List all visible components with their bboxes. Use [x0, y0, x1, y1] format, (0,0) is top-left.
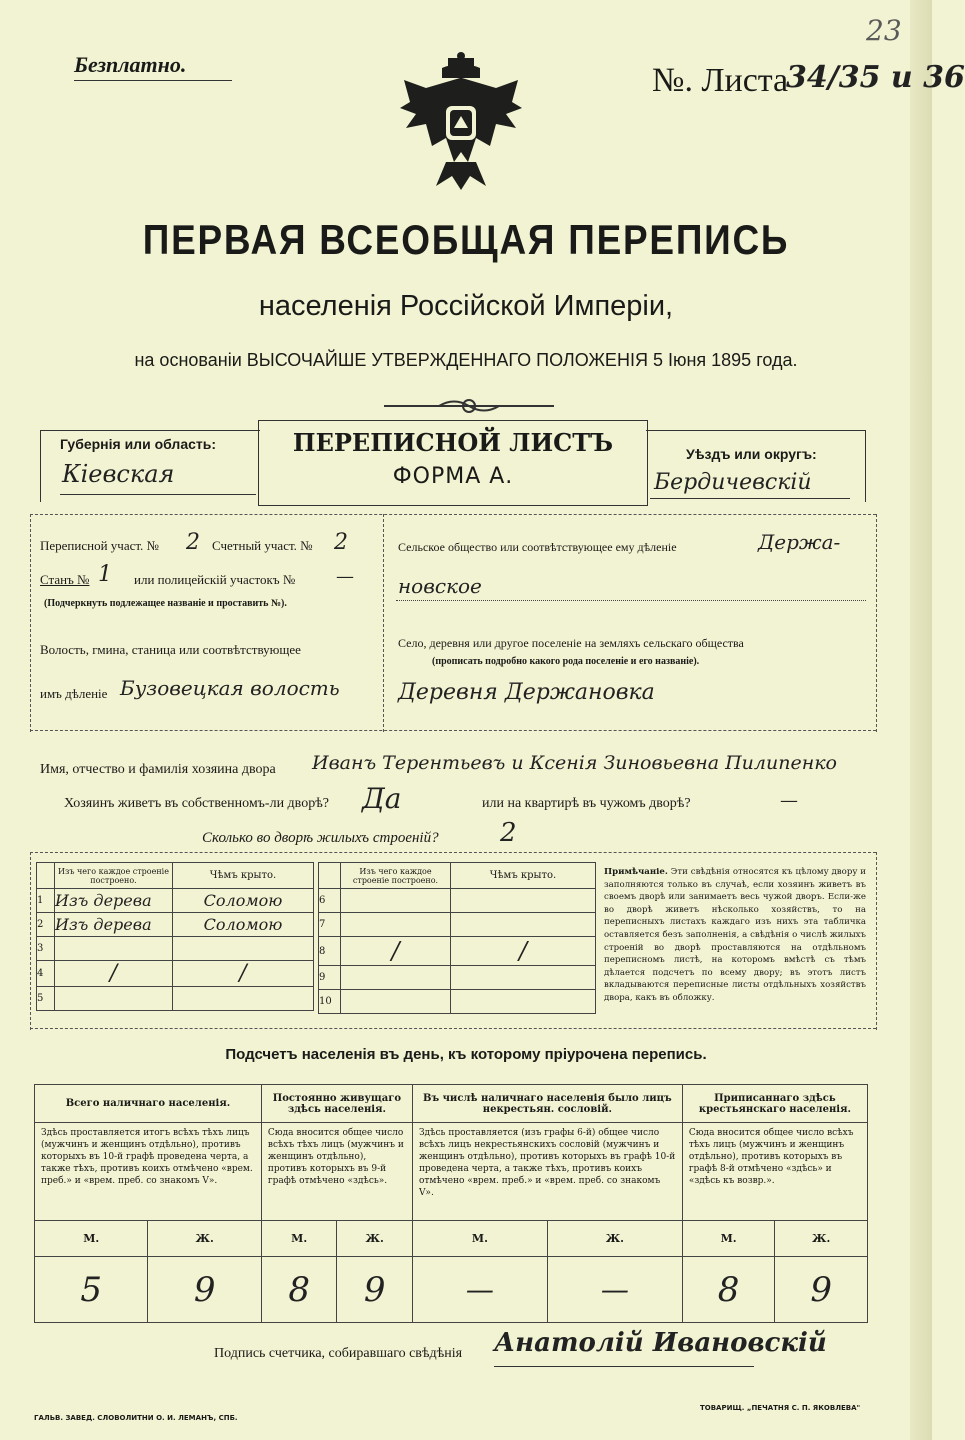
buildings-top-border — [30, 852, 876, 853]
free-underline — [74, 80, 232, 81]
m-label: М. — [261, 1221, 337, 1257]
buildings-bottom-border — [30, 1028, 876, 1029]
signature-underline — [494, 1366, 754, 1367]
section-left-border — [30, 514, 31, 732]
material-cell — [341, 990, 451, 1014]
material-cell — [341, 966, 451, 990]
selo-label: Село, деревня или другое поселеніе на земляхъ сельскаго общества — [398, 636, 744, 650]
basis-line: на основаніи ВЫСОЧАЙШЕ УТВЕРЖДЕННАГО ПОЛОЖЕНІЯ 5 Іюня 1895 года. — [134, 350, 798, 370]
perepis-uchast-value: 2 — [186, 530, 200, 555]
double-headed-eagle-icon — [396, 52, 526, 192]
uezd-label: Уѣздъ или округъ: — [686, 446, 817, 462]
section-mid-border — [383, 514, 384, 732]
count-value-f-1: 9 — [148, 1257, 261, 1323]
sheet-number-label: №. Листа — [652, 62, 789, 99]
note-text: Эти свѣдѣнія относятся къ цѣлому двору и заполняются только въ случаѣ, если хозяинъ живетъ въ своемъ дворѣ или занимаетъ весь чужой дворъ. Если-же во дворѣ живетъ нѣсколько хозяйствъ, то на переписныхъ листахъ каждаго изъ нихъ эта табличка оставляется безъ заполненія, а свѣдѣнія о числѣ жилыхъ строеній во дворѣ проставляются на отдѣльномъ переписномъ листѣ, на которомъ вмѣстѣ съ тѣмъ дѣлается подсчетъ по всему двору; въ этотъ листъ вкладываются переписные листы отдѣльныхъ хозяйствъ двора, какъ въ обложку. — [604, 867, 867, 1003]
free-label: Безплатно. — [74, 52, 187, 77]
stan-note: (Подчеркнуть подлежащее названіе и проставить №). — [44, 598, 287, 609]
roof-cell: Соломою — [173, 913, 314, 937]
volost-label-1: Волость, гмина, станица или соотвѣтствующее — [40, 642, 301, 657]
selo-value: Деревня Держановка — [398, 680, 655, 705]
perepis-uchast-label: Переписной участ. № — [40, 538, 159, 553]
row-number: 2 — [37, 913, 55, 937]
roof-cell — [451, 990, 596, 1014]
volost-value: Бузовецкая волость — [120, 676, 340, 700]
form-title: ПЕРЕПИСНОЙ ЛИСТЪ — [292, 428, 614, 457]
col-roof-header: Чѣмъ крыто. — [173, 863, 314, 889]
count-col-title-4: Приписаннаго здѣсь крестьянскаго населенія. — [682, 1085, 867, 1123]
page-edge — [910, 0, 932, 1440]
police-value: — — [336, 566, 354, 587]
count-col-desc-1: Здѣсь проставляется итогъ всѣхъ тѣхъ лицъ (мужчинъ и женщинъ отдѣльно), противъ которыхъ въ 10-й графѣ проведена черта, а также тѣхъ, противъ коихъ отмѣчено «врем. преб.» и «врем. преб. со знакомъ V». — [35, 1123, 262, 1221]
col-roof-header: Чѣмъ крыто. — [451, 863, 596, 889]
material-cell — [55, 987, 173, 1011]
sub-title: населенія Россійской Имперіи, — [258, 290, 674, 322]
material-cell: / — [55, 961, 173, 987]
buildings-table-left — [36, 862, 314, 1011]
owner-name-value: Иванъ Терентьевъ и Ксенія Зиновьевна Пилипенко — [312, 752, 837, 774]
selsk-value-2: новское — [398, 574, 482, 598]
police-label: или полицейскій участокъ № — [134, 572, 296, 587]
roof-cell: / — [451, 937, 596, 966]
stan-value: 1 — [98, 562, 112, 587]
count-heading: Подсчетъ населенія въ день, къ которому пріурочена перепись. — [225, 1046, 707, 1063]
roof-cell — [173, 987, 314, 1011]
footer-right: ТОВАРИЩ. „ПЕЧАТНЯ С. П. ЯКОВЛЕВА" — [700, 1404, 861, 1412]
gubernia-underline — [60, 494, 256, 495]
col-material-header: Изъ чего каждое строеніе построено. — [341, 863, 451, 889]
buildings-value: 2 — [500, 818, 517, 848]
buildings-left-border — [30, 852, 31, 1030]
row-number: 10 — [319, 990, 341, 1014]
count-col-title-3: Въ числѣ наличнаго населенія было лицъ некрестьян. сословій. — [412, 1085, 682, 1123]
footer-left: ГАЛЬВ. ЗАВЕД. СЛОВОЛИТНИ О. И. ЛЕМАНЪ, СПБ. — [34, 1414, 238, 1422]
section-bottom-border — [30, 730, 876, 731]
m-label: М. — [35, 1221, 148, 1257]
roof-cell — [173, 937, 314, 961]
owner-rent-value: — — [780, 790, 798, 811]
count-value-f-2: 9 — [337, 1257, 413, 1323]
section-right-border — [876, 514, 877, 732]
m-label: М. — [412, 1221, 547, 1257]
material-cell: Изъ дерева — [55, 913, 173, 937]
main-title: ПЕРВАЯ ВСЕОБЩАЯ ПЕРЕПИСЬ — [142, 216, 790, 263]
row-number: 1 — [37, 889, 55, 913]
f-label: Ж. — [148, 1221, 261, 1257]
m-label: М. — [682, 1221, 775, 1257]
signature-value: Анатолій Ивановскій — [494, 1328, 827, 1358]
count-col-desc-3: Здѣсь проставляется (изъ графы 6-й) общее число всѣхъ лицъ некрестьянскихъ сословій (мужчинъ и женщинъ отдѣльно), противъ которыхъ въ графѣ 10-й проведена черта, а также тѣхъ, противъ коихъ отмѣчено «врем. преб.» и «врем. преб. со знакомъ V». — [412, 1123, 682, 1221]
row-number: 6 — [319, 889, 341, 913]
row-number: 5 — [37, 987, 55, 1011]
f-label: Ж. — [775, 1221, 868, 1257]
selsk-underline — [396, 600, 866, 601]
f-label: Ж. — [547, 1221, 682, 1257]
count-table — [34, 1084, 868, 1323]
gubernia-value: Кіевская — [62, 460, 175, 488]
owner-rent-label: или на квартирѣ въ чужомъ дворѣ? — [482, 796, 691, 811]
owner-lives-value: Да — [362, 782, 402, 815]
sheet-number-value: 34/35 и 36 — [786, 60, 965, 95]
schet-uchast-value: 2 — [334, 530, 348, 555]
corner-number: 23 — [866, 14, 902, 47]
volost-label-2: имъ дѣленіе — [40, 686, 108, 701]
row-number: 3 — [37, 937, 55, 961]
f-label: Ж. — [337, 1221, 413, 1257]
buildings-table-right — [318, 862, 596, 1014]
material-cell: / — [341, 937, 451, 966]
count-col-desc-2: Сюда вносится общее число всѣхъ тѣхъ лицъ (мужчинъ и женщинъ отдѣльно), противъ которыхъ въ 9-й графѣ отмѣчено «здѣсь». — [261, 1123, 412, 1221]
count-value-m-1: 5 — [35, 1257, 148, 1323]
buildings-label: Сколько во дворѣ жилыхъ строеній? — [202, 830, 439, 846]
count-col-title-2: Постоянно живущаго здѣсь населенія. — [261, 1085, 412, 1123]
signature-label: Подпись счетчика, собиравшаго свѣдѣнія — [214, 1346, 463, 1361]
count-value-f-4: 9 — [775, 1257, 868, 1323]
row-number: 9 — [319, 966, 341, 990]
owner-lives-label: Хозяинъ живетъ въ собственномъ-ли дворѣ? — [64, 796, 330, 811]
roof-cell — [451, 889, 596, 913]
note-title: Примѣчаніе. — [604, 867, 668, 877]
count-col-title-1: Всего наличнаго населенія. — [35, 1085, 262, 1123]
section-top-border — [30, 514, 876, 515]
row-number: 4 — [37, 961, 55, 987]
uezd-value: Бердичевскій — [654, 470, 812, 495]
uezd-underline — [650, 498, 850, 499]
form-subtitle: ФОРМА А. — [392, 464, 514, 489]
stan-label: Станъ № — [40, 572, 90, 587]
ornament-divider-icon — [384, 396, 554, 416]
count-value-m-3: — — [412, 1257, 547, 1323]
count-col-desc-4: Сюда вносится общее число всѣхъ тѣхъ лицъ (мужчинъ и женщинъ отдѣльно), противъ которыхъ въ графѣ 8-й отмѣчено «здѣсь» и «здѣсь къ возвр.». — [682, 1123, 867, 1221]
count-value-m-2: 8 — [261, 1257, 337, 1323]
owner-name-label: Имя, отчество и фамилія хозяина двора — [40, 762, 276, 777]
material-cell — [55, 937, 173, 961]
material-cell — [341, 913, 451, 937]
gubernia-label: Губернія или область: — [60, 436, 217, 452]
roof-cell — [451, 913, 596, 937]
buildings-right-border — [876, 852, 877, 1030]
note-block — [604, 866, 866, 1005]
count-value-f-3: — — [547, 1257, 682, 1323]
count-value-m-4: 8 — [682, 1257, 775, 1323]
material-cell: Изъ дерева — [55, 889, 173, 913]
col-material-header: Изъ чего каждое строеніе построено. — [55, 863, 173, 889]
selsk-value-1: Держа- — [758, 530, 841, 554]
roof-cell: Соломою — [173, 889, 314, 913]
selo-note: (прописать подробно какого рода поселеніе и его названіе). — [432, 656, 700, 667]
roof-cell: / — [173, 961, 314, 987]
row-number: 7 — [319, 913, 341, 937]
schet-uchast-label: Счетный участ. № — [212, 538, 313, 553]
selsk-label: Сельское общество или соотвѣтствующее ему дѣленіе — [398, 540, 677, 554]
roof-cell — [451, 966, 596, 990]
material-cell — [341, 889, 451, 913]
row-number: 8 — [319, 937, 341, 966]
